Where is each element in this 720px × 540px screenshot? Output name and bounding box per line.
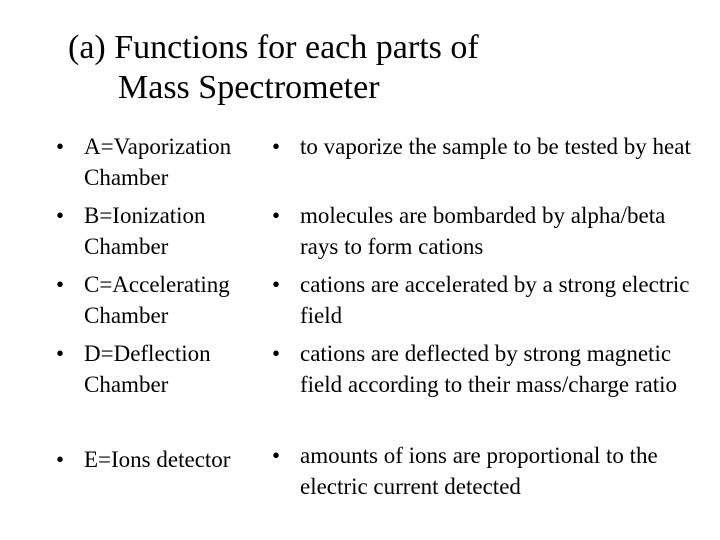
function-a: • to vaporize the sample to be tested by heat <box>268 131 700 162</box>
function-c: • cations are accelerated by a strong electric field <box>268 269 700 331</box>
bullet-icon: • <box>272 203 281 228</box>
function-e: • amounts of ions are proportional to the electric current detected <box>268 440 700 502</box>
part-label-e: • E=Ions detector <box>52 444 284 475</box>
part-label-b: • B=Ionization Chamber <box>52 200 284 262</box>
part-label-c: • C=Accelerating Chamber <box>52 269 284 331</box>
title-line-1: (a) Functions for each parts of <box>68 29 479 66</box>
bullet-icon: • <box>56 341 65 366</box>
function-d: • cations are deflected by strong magnetic field according to their mass/charge ratio <box>268 338 700 400</box>
bullet-icon: • <box>272 341 281 366</box>
bullet-icon: • <box>272 272 281 297</box>
title-line-2: Mass Spectrometer <box>118 69 380 107</box>
part-label-d: • D=Deflection Chamber <box>52 338 284 400</box>
bullet-icon: • <box>56 203 65 228</box>
bullet-icon: • <box>56 272 65 297</box>
bullet-icon: • <box>56 134 65 159</box>
bullet-icon: • <box>56 447 65 472</box>
bullet-icon: • <box>272 443 281 468</box>
slide-title <box>68 28 688 108</box>
bullet-icon: • <box>272 134 281 159</box>
function-b: • molecules are bombarded by alpha/beta rays to form cations <box>268 200 700 262</box>
part-label-a: • A=Vaporization Chamber <box>52 131 284 193</box>
